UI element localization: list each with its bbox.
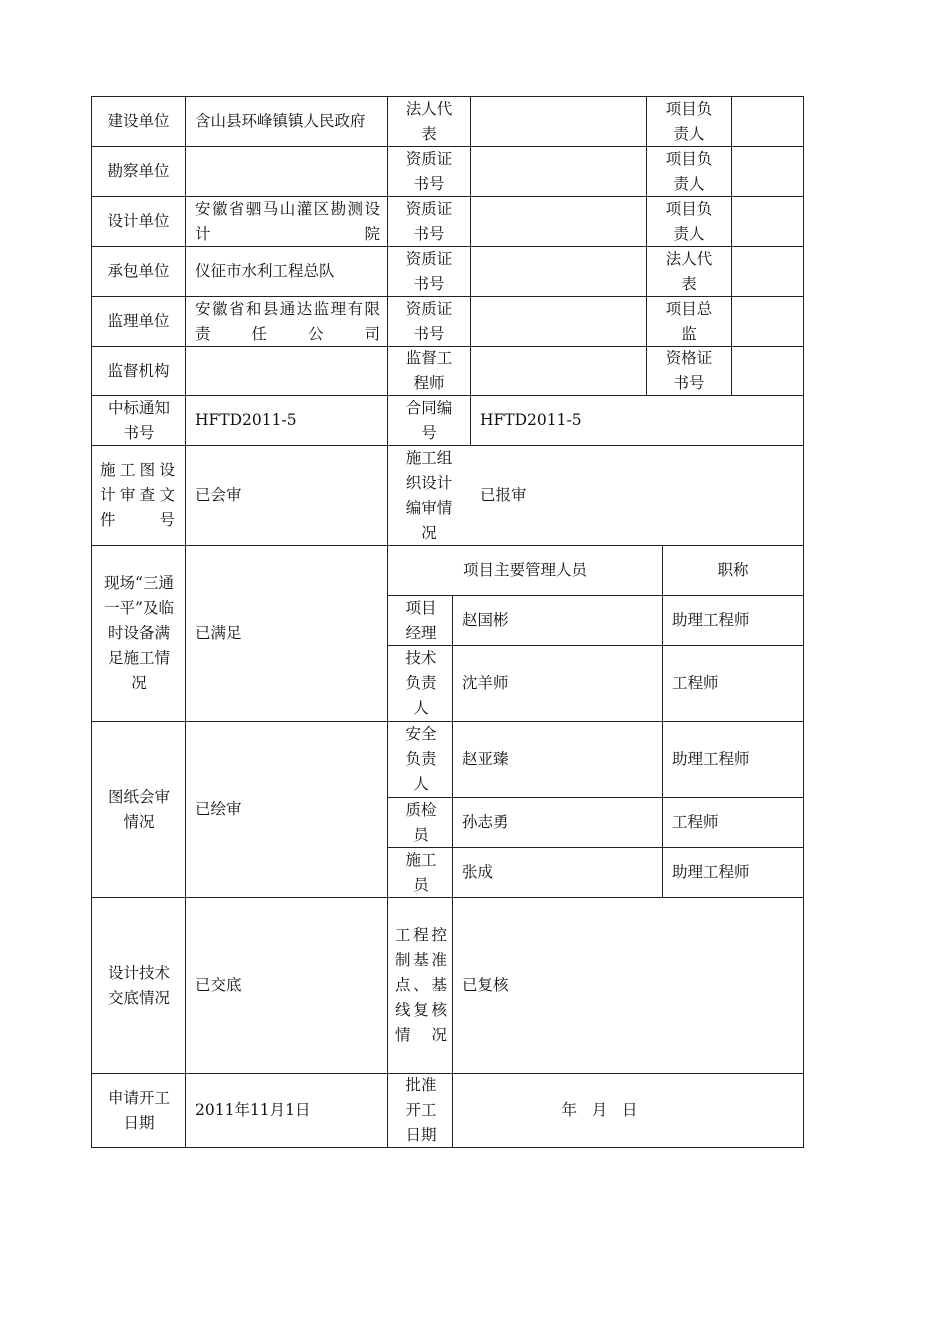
start-date-value: 2011年11月1日 xyxy=(195,1101,311,1119)
contract-number-label: 合同编号 xyxy=(405,398,453,442)
construction-unit-value xyxy=(186,97,387,146)
supervision-unit-value xyxy=(186,297,387,346)
design-project-lead-label: 项目负责人 xyxy=(665,199,713,243)
chief-supervisor-label: 项目总监 xyxy=(665,299,713,343)
chief-supervisor-value xyxy=(732,297,803,346)
design-project-lead-value xyxy=(732,197,803,246)
staff-title: 助理工程师 xyxy=(672,750,750,768)
staff-title: 助理工程师 xyxy=(672,863,750,881)
contractor-legal-rep-label: 法人代表 xyxy=(665,249,713,293)
contractor-legal-rep-value xyxy=(732,247,803,296)
site-conditions-value: 已满足 xyxy=(195,624,242,642)
survey-cert-label: 资质证书号 xyxy=(405,149,453,193)
staff-role: 技术负责人 xyxy=(405,649,437,717)
construction-project-lead-label: 项目负责人 xyxy=(665,99,713,143)
survey-cert-value xyxy=(471,147,646,196)
supervisory-agency-value xyxy=(186,347,387,395)
control-point-review-value: 已复核 xyxy=(462,976,509,994)
staff-title: 工程师 xyxy=(672,674,719,692)
design-disclosure-label: 设计技术交底情况 xyxy=(107,963,170,1007)
contract-number-value: HFTD2011-5 xyxy=(480,411,582,429)
design-unit-value xyxy=(186,197,387,246)
construction-org-design-label: 施工组织设计编审情况 xyxy=(405,448,453,542)
staff-title: 助理工程师 xyxy=(672,611,750,629)
qualification-cert-value xyxy=(732,347,803,395)
survey-project-lead-value xyxy=(732,147,803,196)
staff-role: 项目经理 xyxy=(405,598,437,642)
qualification-cert-label: 资格证书号 xyxy=(665,349,713,392)
staff-title-header: 职称 xyxy=(717,561,749,579)
staff-role: 质检员 xyxy=(405,800,437,844)
contractor-value: 仪征市水利工程总队 xyxy=(195,262,335,280)
approved-start-date-label: 批准开工日期 xyxy=(405,1076,437,1144)
supervision-unit-name: 安徽省和县通达监理有限责任公司 xyxy=(195,299,380,343)
drawing-review-label xyxy=(92,446,185,545)
staff-role: 施工员 xyxy=(405,850,437,894)
legal-rep-label: 法人代表 xyxy=(405,99,453,143)
award-notice-label: 中标通知书号 xyxy=(107,398,170,442)
construction-unit-label: 建设单位 xyxy=(107,112,170,130)
design-unit-label: 设计单位 xyxy=(107,212,170,230)
supervising-engineer-label: 监督工程师 xyxy=(405,349,453,392)
approved-start-date-value: 年 月 日 xyxy=(561,1101,638,1119)
supervisory-agency-label: 监督机构 xyxy=(107,361,170,380)
drawing-review-label-text: 施工图设计审查文件号 xyxy=(100,461,175,529)
start-date-label: 申请开工日期 xyxy=(107,1088,170,1132)
award-notice-value: HFTD2011-5 xyxy=(195,411,297,429)
staff-header: 项目主要管理人员 xyxy=(462,561,587,579)
survey-project-lead-label: 项目负责人 xyxy=(665,149,713,193)
construction-unit-name: 含山县环峰镇镇人民政府 xyxy=(195,112,366,130)
staff-name: 张成 xyxy=(462,863,494,881)
construction-project-lead-value xyxy=(732,97,803,146)
drawing-joint-review-value: 已绘审 xyxy=(195,800,242,818)
contractor-cert-value xyxy=(471,247,646,296)
staff-name: 赵国彬 xyxy=(462,611,509,629)
supervision-cert-label: 资质证书号 xyxy=(405,299,453,343)
drawing-review-value: 已会审 xyxy=(195,486,242,504)
design-disclosure-value: 已交底 xyxy=(195,976,242,994)
design-cert-label: 资质证书号 xyxy=(405,199,453,243)
survey-unit-label: 勘察单位 xyxy=(107,162,170,180)
design-unit-name: 安徽省驷马山灌区勘测设计院 xyxy=(195,199,380,243)
contractor-cert-label: 资质证书号 xyxy=(405,249,453,293)
staff-name: 孙志勇 xyxy=(462,813,509,831)
supervision-cert-value xyxy=(471,297,646,346)
staff-name: 沈羊师 xyxy=(462,674,509,692)
construction-org-design-value: 已报审 xyxy=(480,486,527,504)
supervising-engineer-value xyxy=(471,347,646,395)
design-cert-value xyxy=(471,197,646,246)
control-point-review-label-text: 工程控制基准点、基线复核情况 xyxy=(395,926,447,1044)
control-point-review-label xyxy=(395,898,447,1073)
drawing-joint-review-label: 图纸会审情况 xyxy=(107,787,170,831)
staff-role: 安全负责人 xyxy=(405,725,437,793)
contractor-label: 承包单位 xyxy=(107,262,170,280)
survey-unit-value xyxy=(186,147,387,196)
supervision-unit-label: 监理单位 xyxy=(107,312,170,330)
staff-title: 工程师 xyxy=(672,813,719,831)
staff-name: 赵亚臻 xyxy=(462,750,509,768)
site-conditions-label: 现场“三通一平”及临时设备满足施工情况 xyxy=(104,574,174,692)
legal-rep-value xyxy=(471,97,646,146)
